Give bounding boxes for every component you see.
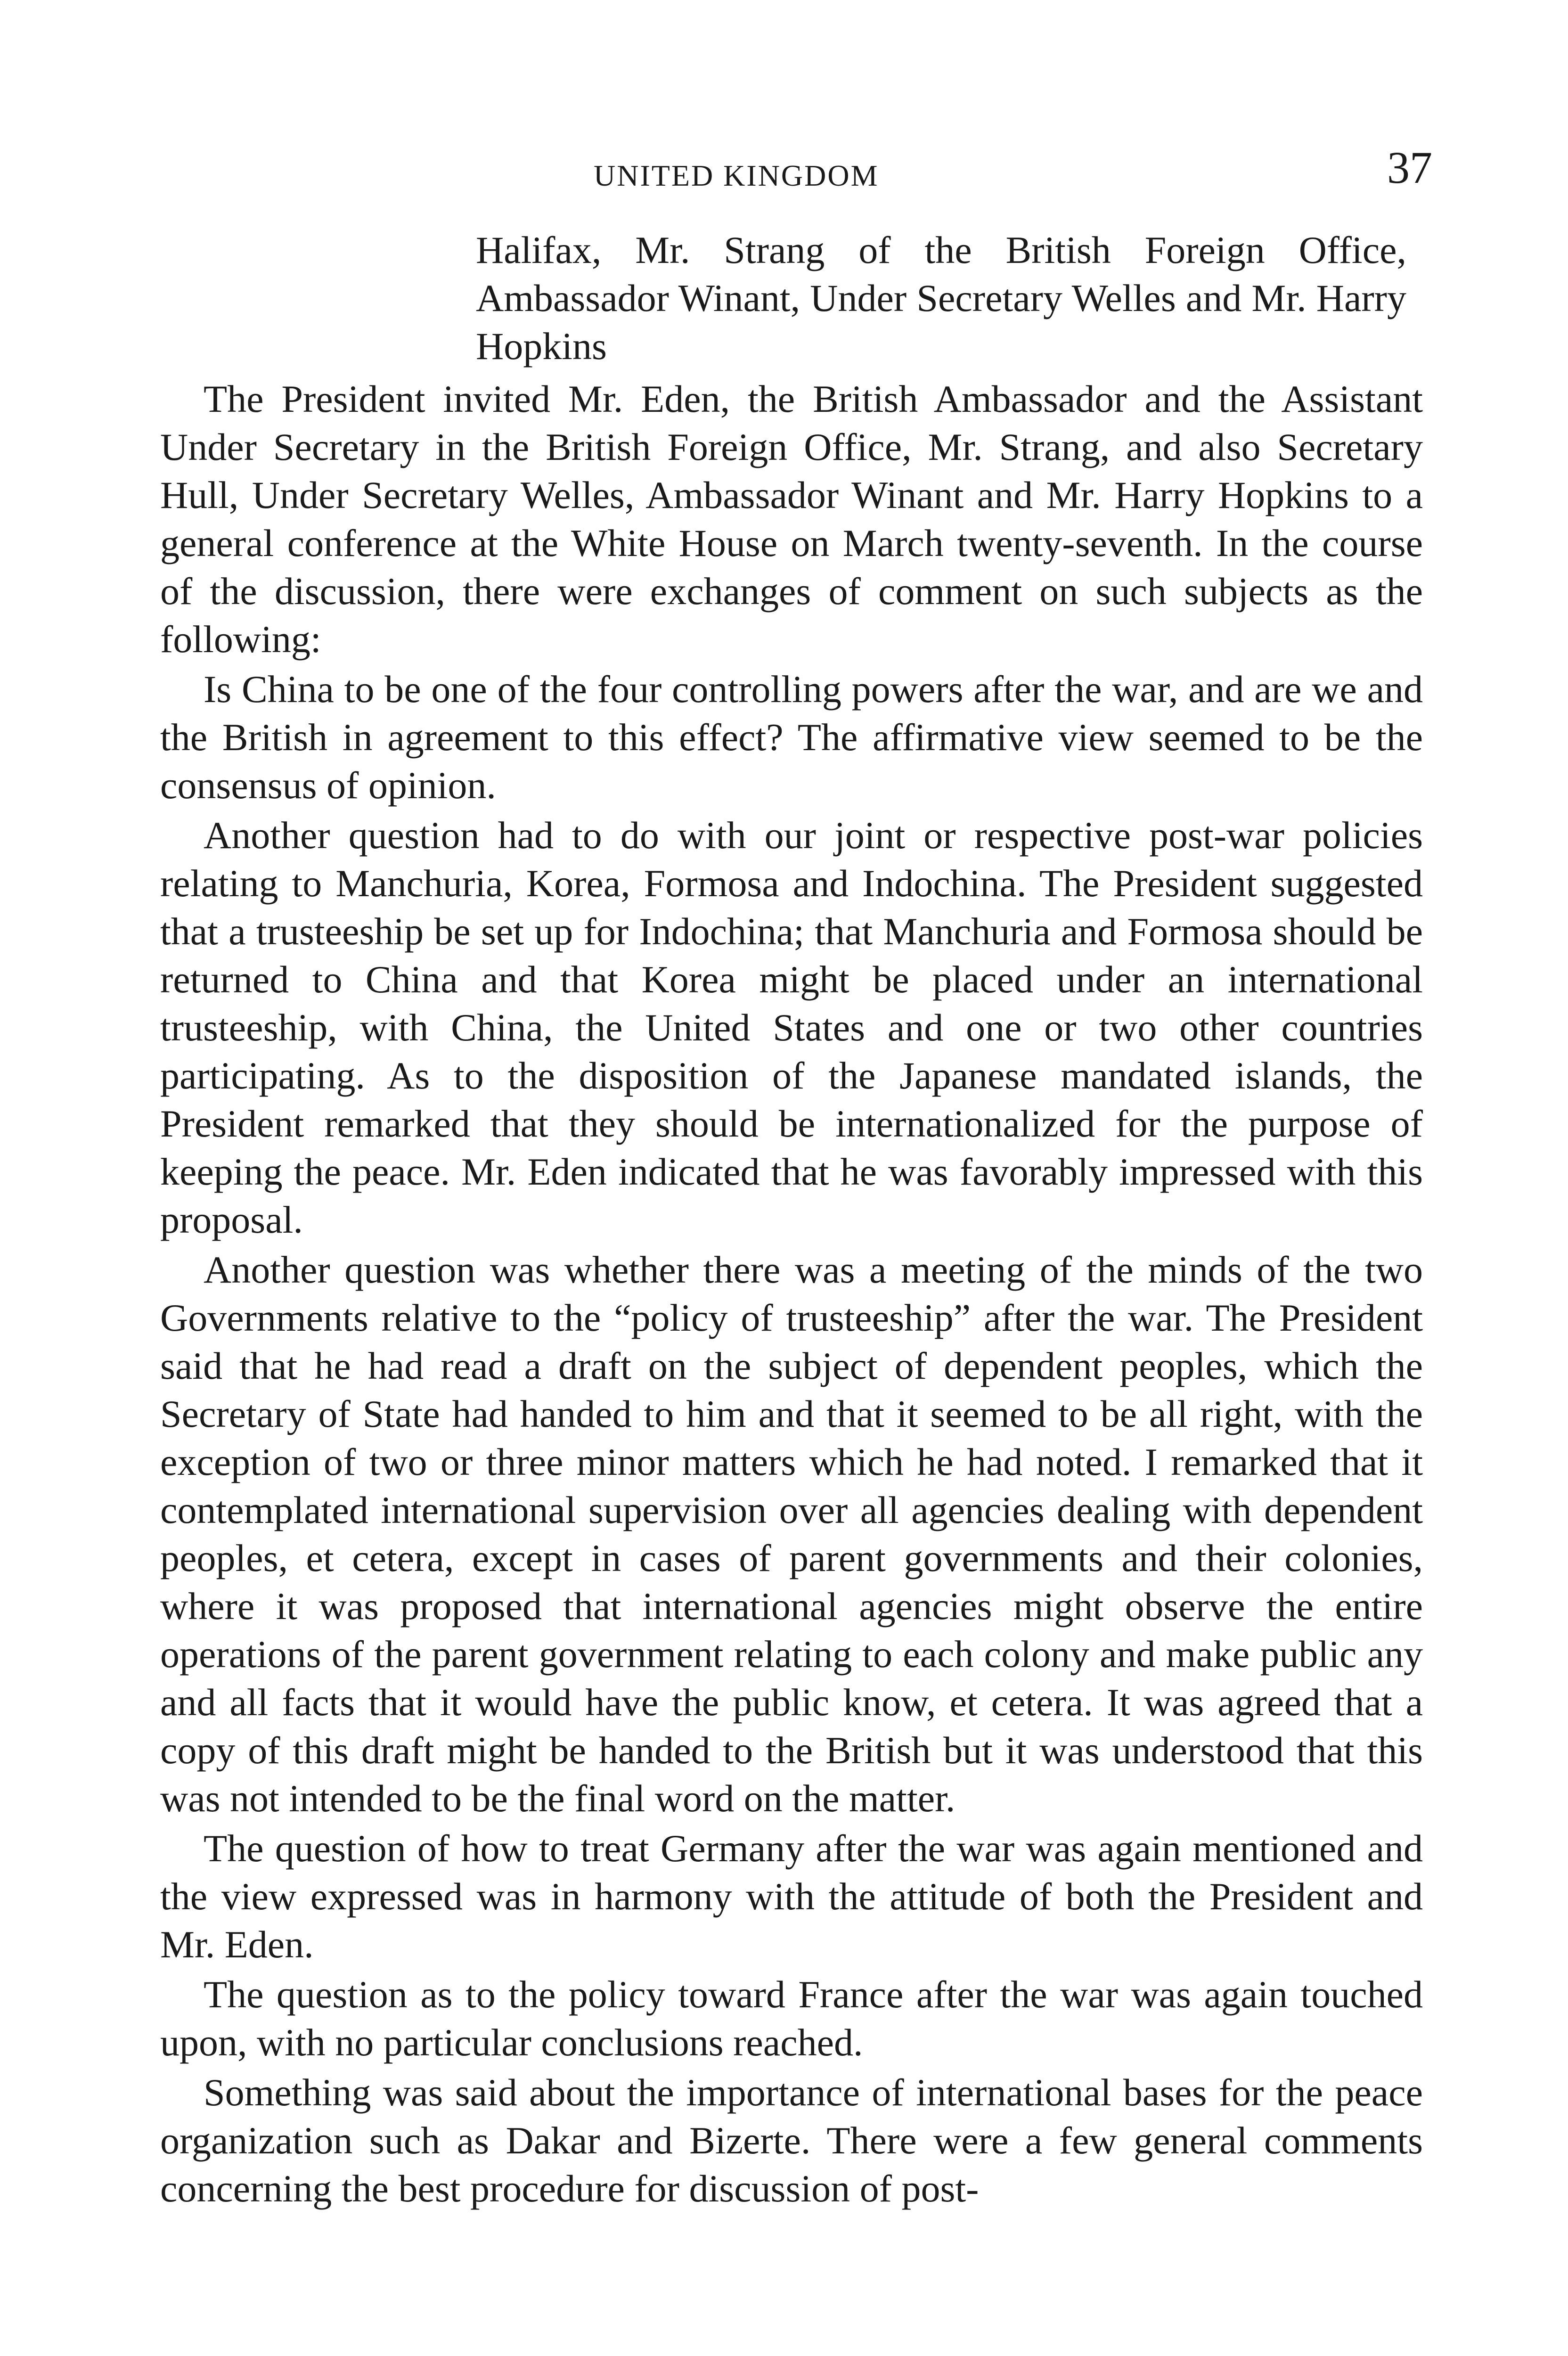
paragraph-france: The question as to the policy toward France after the war was again touched upon, with no particular conclusions reached. [160, 1973, 1423, 2064]
page-number: 37 [1387, 142, 1432, 193]
paragraph-trusteeship: Another question was whether there was a meeting of the minds of the two Governments relative to the “policy of trusteeship” after the war. The President said that he had read a draft on the subject of dependent peoples, which the Secretary of State had handed to him and that it seemed to be all right, with the exception of two or three minor matters which he had noted. I remarked that it contemplated international supervision over all agencies dealing with dependent peoples, et cetera, except in cases of parent governments and their colonies, where it was proposed that international agencies might observe the entire operations of the parent government relating to each colony and make public any and all facts that it would have the public know, et cetera. It was agreed that a copy of this draft might be handed to the British but it was understood that this was not intended to be the final word on the matter. [160, 1248, 1423, 1820]
paragraph-conference: The President invited Mr. Eden, the British Ambassador and the Assistant Under Secretary in the British Foreign Office, Mr. Strang, and also Secretary Hull, Under Secretary Welles, Ambassador Winant and Mr. Harry Hopkins to a general conference at the White House on March twenty-seventh. In the course of the discussion, there were exchanges of comment on such subjects as the following: [160, 377, 1423, 661]
running-head [160, 141, 1432, 207]
paragraph-international-bases: Something was said about the importance of international bases for the peace organization such as Dakar and Bizerte. There were a few general comments concerning the best procedure for discussion of post- [160, 2071, 1423, 2210]
document-page [160, 141, 1432, 2215]
paragraph-china: Is China to be one of the four controlling powers after the war, and are we and the British in agreement to this effect? The affirmative view seemed to be the consensus of opinion. [160, 668, 1423, 807]
attendee-list-continuation: Halifax, Mr. Strang of the British Foreign Office, Ambassador Winant, Under Secretary Welles and Mr. Harry Hopkins [476, 229, 1406, 368]
paragraph-post-war-policies: Another question had to do with our joint or respective post-war policies relating to Manchuria, Korea, Formosa and Indochina. The President suggested that a trusteeship be set up for Indochina; that Manchuria and Formosa should be returned to China and that Korea might be placed under an international trusteeship, with China, the United States and one or two other countries participating. As to the disposition of the Japanese mandated islands, the President remarked that they should be internationalized for the purpose of keeping the peace. Mr. Eden indicated that he was favorably impressed with this proposal. [160, 814, 1423, 1241]
body-text [160, 375, 1423, 2213]
running-title: UNITED KINGDOM [594, 159, 879, 192]
paragraph-germany: The question of how to treat Germany after the war was again mentioned and the view expressed was in harmony with the attitude of both the President and Mr. Eden. [160, 1827, 1423, 1966]
